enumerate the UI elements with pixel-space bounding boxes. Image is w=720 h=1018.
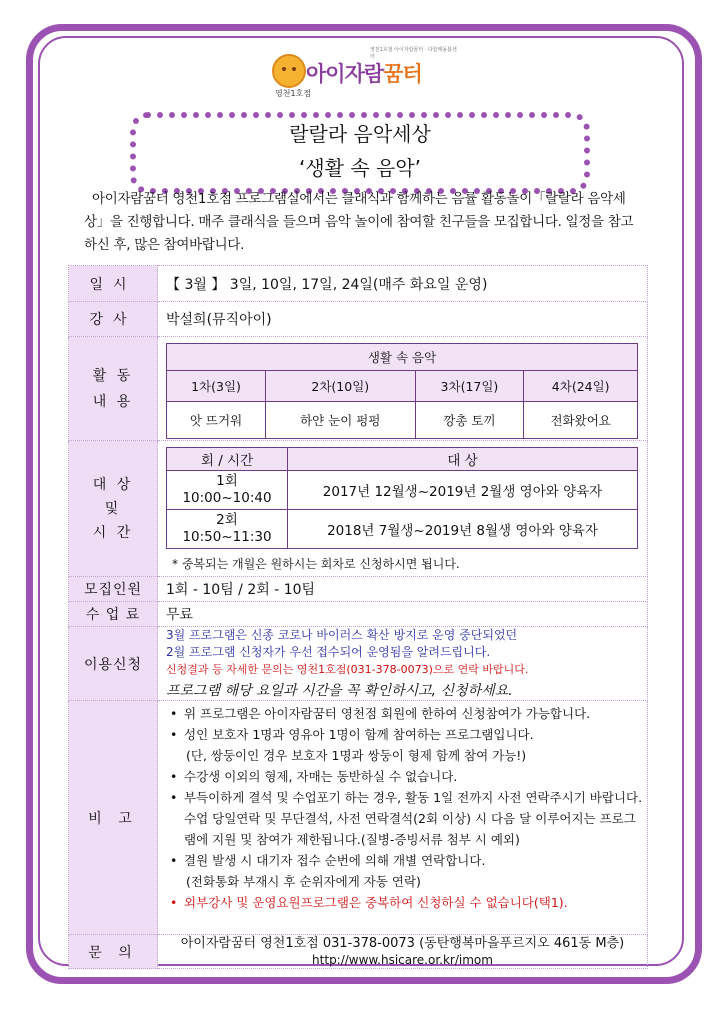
label-target: 대 상 및 시 간 bbox=[69, 441, 158, 577]
label-apply: 이용신청 bbox=[69, 627, 158, 701]
info-table bbox=[68, 265, 648, 969]
row-instructor bbox=[69, 302, 648, 337]
row-target bbox=[69, 441, 648, 577]
label-capacity: 모집인원 bbox=[69, 577, 158, 602]
target-table bbox=[166, 447, 638, 549]
target-time: 1회 10:00~10:40 bbox=[167, 471, 288, 510]
logo-name: 아이자람꿈터 bbox=[306, 62, 422, 86]
activity-content: 앗 뜨거워 bbox=[167, 402, 266, 439]
row-schedule bbox=[69, 266, 648, 302]
contact-url[interactable]: http://www.hsicare.or.kr/imom bbox=[312, 952, 493, 967]
target-time: 2회 10:50~11:30 bbox=[167, 510, 288, 549]
target-desc: 2018년 7월생~2019년 8월생 영아와 양육자 bbox=[288, 510, 638, 549]
target-row bbox=[167, 471, 638, 510]
value-target bbox=[158, 441, 648, 577]
value-schedule: 【 3월 】 3일, 10일, 17일, 24일(매주 화요일 운영) bbox=[158, 266, 648, 302]
activity-content: 깡총 토끼 bbox=[415, 402, 524, 439]
apply-line4: 프로그램 해당 요일과 시간을 꼭 확인하시고, 신청하세요. bbox=[166, 683, 513, 699]
remark-item: • 부득이하게 결석 및 수업포기 하는 경우, 활동 1일 전까지 사전 연락주시기 바랍니다. 수업 당일연락 및 무단결석, 사전 연락결석(2회 이상) 시 다음 달 이루어지는 프로그램에 지원 및 참여가 제한됩니다.(질병-증빙서류 첨부 시 예외) bbox=[170, 787, 647, 850]
remark-item: • 성인 보호자 1명과 영유아 1명이 함께 참여하는 프로그램입니다. (단, 쌍둥이인 경우 보호자 1명과 쌍둥이 형제 함께 참여 가능!) bbox=[170, 724, 647, 766]
activity-table bbox=[166, 343, 638, 439]
logo bbox=[270, 46, 460, 98]
activity-session: 3차(17일) bbox=[415, 371, 524, 402]
intro-paragraph: 아이자람꿈터 영천1호점 프로그램실에서는 클래식과 함께하는 음률 활동놀이「랄랄라 음악세상」을 진행합니다. 매주 클래식을 들으며 음악 놀이에 참여할 친구들을 모집합니다. 일정을 참고하신 후, 많은 참여바랍니다. bbox=[84, 191, 634, 253]
label-schedule: 일시 bbox=[69, 266, 158, 302]
value-fee: 무료 bbox=[158, 602, 648, 627]
value-instructor: 박설희(뮤직아이) bbox=[158, 302, 648, 337]
activity-session: 2차(10일) bbox=[266, 371, 415, 402]
value-remarks bbox=[158, 701, 648, 935]
activity-header: 생활 속 음악 bbox=[167, 344, 638, 371]
label-activity: 활 동 내 용 bbox=[69, 337, 158, 441]
logo-face-icon bbox=[272, 54, 306, 88]
target-col-target: 대 상 bbox=[288, 448, 638, 471]
activity-content: 하얀 눈이 펑펑 bbox=[266, 402, 415, 439]
target-col-time: 회 / 시간 bbox=[167, 448, 288, 471]
remark-item: • 외부강사 및 운영요원프로그램은 중복하여 신청하실 수 없습니다(택1). bbox=[170, 892, 647, 913]
value-activity bbox=[158, 337, 648, 441]
row-contact bbox=[69, 935, 648, 969]
target-note: * 중복되는 개월은 원하시는 회차로 신청하시면 됩니다. bbox=[172, 557, 460, 571]
activity-session: 4차(24일) bbox=[524, 371, 638, 402]
remark-item: • 위 프로그램은 아이자람꿈터 영천점 회원에 한하여 신청참여가 가능합니다. bbox=[170, 703, 647, 724]
row-apply bbox=[69, 627, 648, 701]
title-line2: ‘생활 속 음악’ bbox=[298, 156, 422, 180]
target-row bbox=[167, 510, 638, 549]
target-desc: 2017년 12월생~2019년 2월생 영아와 양육자 bbox=[288, 471, 638, 510]
value-capacity: 1회 - 10팀 / 2회 - 10팀 bbox=[158, 577, 648, 602]
label-contact: 문 의 bbox=[69, 935, 158, 969]
remarks-list bbox=[158, 703, 647, 913]
apply-line2: 2월 프로그램 신청자가 우선 접수되어 운영됨을 알려드립니다. bbox=[166, 645, 491, 659]
label-remarks: 비 고 bbox=[69, 701, 158, 935]
row-remarks bbox=[69, 701, 648, 935]
activity-session: 1차(3일) bbox=[167, 371, 266, 402]
apply-line1: 3월 프로그램은 신종 코로나 바이러스 확산 방지로 운영 중단되었던 bbox=[166, 628, 518, 642]
remark-item: • 결원 발생 시 대기자 접수 순번에 의해 개별 연락합니다. (전화통화 부재시 후 순위자에게 자동 연락) bbox=[170, 850, 647, 892]
logo-branch: 영천1호점 bbox=[275, 89, 312, 98]
activity-content: 전화왔어요 bbox=[524, 402, 638, 439]
contact-line1: 아이자람꿈터 영천1호점 031-378-0073 (동탄행복마을푸르지오 461동 M층) bbox=[180, 935, 625, 951]
value-contact bbox=[158, 935, 648, 969]
label-instructor: 강사 bbox=[69, 302, 158, 337]
row-fee bbox=[69, 602, 648, 627]
title-line1: 랄랄라 음악세상 bbox=[289, 122, 431, 146]
row-activity bbox=[69, 337, 648, 441]
label-fee: 수 업 료 bbox=[69, 602, 158, 627]
apply-line3: 신청결과 등 자세한 문의는 영천1호점(031-378-0073)으로 연락 바랍니다. bbox=[166, 663, 529, 676]
logo-subtitle: 영천1호점 아이자람꿈터 · 다함께돌봄센터 bbox=[370, 47, 457, 60]
remark-item: • 수강생 이외의 형제, 자매는 동반하실 수 없습니다. bbox=[170, 766, 647, 787]
value-apply bbox=[158, 627, 648, 701]
row-capacity bbox=[69, 577, 648, 602]
